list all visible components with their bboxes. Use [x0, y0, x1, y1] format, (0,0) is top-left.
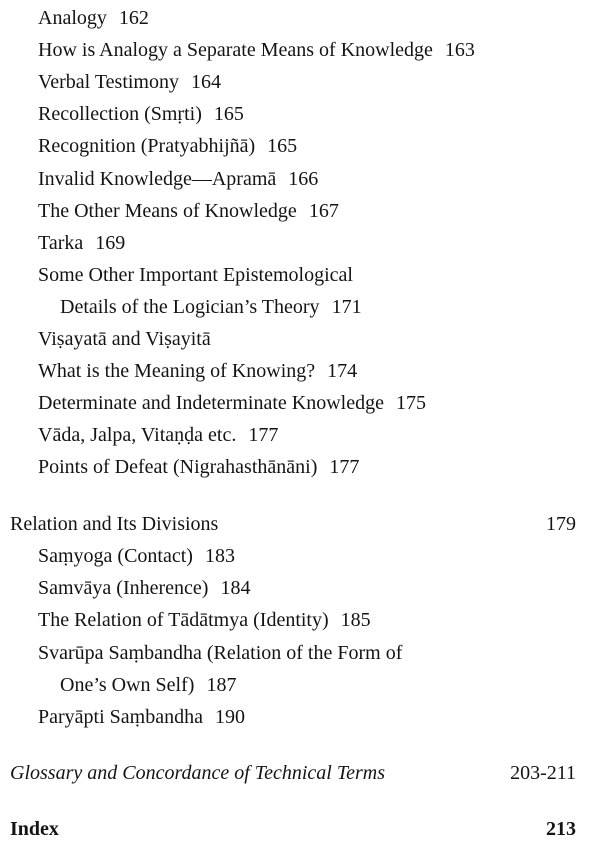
- entry-page: 163: [444, 39, 475, 61]
- entry-page: 171: [331, 296, 362, 318]
- entry-page: 162: [118, 7, 149, 29]
- entry-title: The Relation of Tādātmya (Identity): [38, 609, 329, 631]
- entry-title: Svarūpa Saṃbandha (Relation of the Form of: [38, 642, 403, 664]
- entry-page: 165: [267, 135, 298, 157]
- toc-entry: [38, 358, 357, 384]
- entry-page: 185: [340, 609, 371, 631]
- entry-page: 175: [395, 392, 426, 414]
- index-page: 213: [546, 818, 576, 840]
- toc-entry: [38, 543, 235, 569]
- entry-title: Paryāpti Saṃbandha: [38, 706, 203, 728]
- entry-title: Recollection (Smṛti): [38, 103, 202, 125]
- chapter-page: 179: [546, 513, 576, 535]
- toc-entry-continued: [60, 672, 236, 698]
- entry-page: 177: [329, 456, 360, 478]
- index-entry: [10, 816, 576, 842]
- toc-entry: [38, 230, 125, 256]
- entry-title: What is the Meaning of Knowing?: [38, 360, 316, 382]
- entry-page: 167: [308, 200, 339, 222]
- toc-entry: [38, 69, 221, 95]
- toc-entry-continued: [60, 294, 362, 320]
- entry-title: Analogy: [38, 7, 107, 29]
- entry-title: Recognition (Pratyabhijñā): [38, 135, 256, 157]
- entry-title: Details of the Logician’s Theory: [60, 296, 320, 318]
- entry-page: 183: [204, 545, 235, 567]
- entry-page: 190: [214, 706, 245, 728]
- entry-page: 166: [288, 168, 319, 190]
- entry-title: The Other Means of Knowledge: [38, 200, 297, 222]
- entry-title: Invalid Knowledge—Apramā: [38, 168, 277, 190]
- entry-title: Points of Defeat (Nigrahasthānāni): [38, 456, 318, 478]
- entry-title: Vāda, Jalpa, Vitaṇḍa etc.: [38, 424, 237, 446]
- toc-entry: [38, 422, 278, 448]
- entry-page: 165: [213, 103, 244, 125]
- toc-entry: [38, 704, 245, 730]
- entry-title: Tarka: [38, 232, 84, 254]
- toc-entry: [38, 37, 475, 63]
- entry-title: Saṃyoga (Contact): [38, 545, 193, 567]
- entry-page: 177: [248, 424, 279, 446]
- toc-entry: [38, 198, 339, 224]
- toc-entry: [38, 5, 149, 31]
- toc-entry: [38, 101, 244, 127]
- chapter-heading: [10, 511, 576, 537]
- entry-title: Verbal Testimony: [38, 71, 179, 93]
- entry-title: Viṣayatā and Viṣayitā: [38, 328, 211, 350]
- index-title: Index: [10, 818, 59, 840]
- toc-entry: [38, 166, 318, 192]
- entry-page: 174: [327, 360, 358, 382]
- entry-page: 184: [220, 577, 251, 599]
- toc-entry: [38, 326, 211, 352]
- toc-entry: [38, 133, 297, 159]
- glossary-page: 203-211: [510, 762, 576, 784]
- toc-entry: [38, 390, 426, 416]
- entry-title: Determinate and Indeterminate Knowledge: [38, 392, 384, 414]
- toc-entry: [38, 454, 359, 480]
- toc-entry: [38, 607, 371, 633]
- entry-title: One’s Own Self): [60, 674, 195, 696]
- chapter-title: Relation and Its Divisions: [10, 513, 219, 535]
- toc-entry: [38, 575, 250, 601]
- toc-entry: [38, 262, 353, 288]
- entry-title: How is Analogy a Separate Means of Knowledge: [38, 39, 433, 61]
- entry-page: 169: [95, 232, 126, 254]
- entry-title: Some Other Important Epistemological: [38, 264, 353, 286]
- entry-page: 164: [191, 71, 221, 93]
- entry-title: Samvāya (Inherence): [38, 577, 209, 599]
- glossary-title: Glossary and Concordance of Technical Terms: [10, 762, 385, 784]
- toc-entry: [38, 640, 402, 666]
- entry-page: 187: [206, 674, 237, 696]
- glossary-entry: [10, 760, 576, 786]
